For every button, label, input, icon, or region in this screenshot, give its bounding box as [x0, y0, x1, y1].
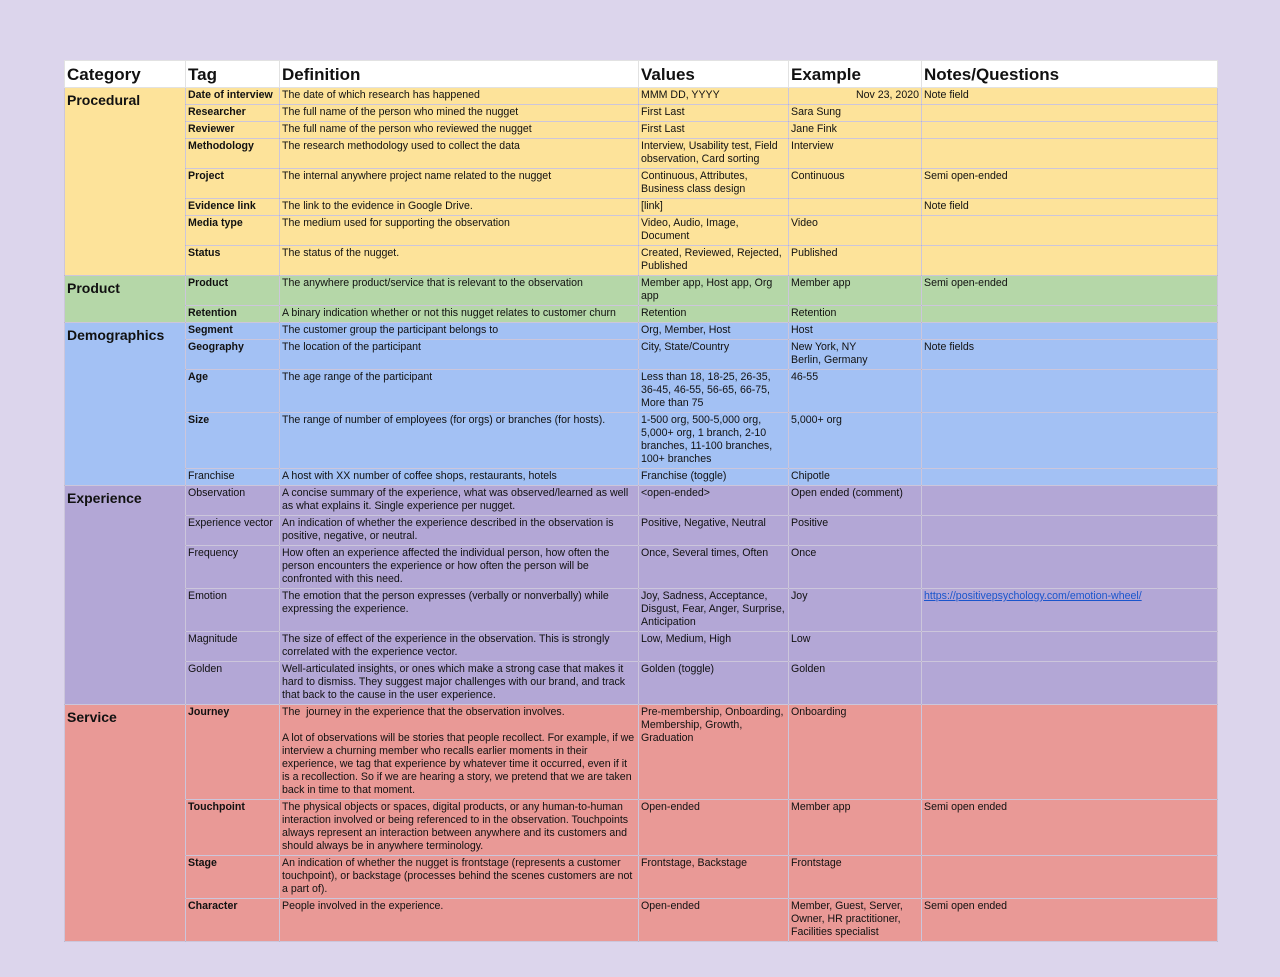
example-cell[interactable]: Sara Sung: [789, 105, 922, 122]
notes-cell[interactable]: [922, 705, 1218, 800]
definition-cell[interactable]: The date of which research has happened: [280, 88, 639, 105]
example-cell[interactable]: New York, NY Berlin, Germany: [789, 340, 922, 370]
definition-cell[interactable]: The range of number of employees (for orgs) or branches (for hosts).: [280, 413, 639, 469]
definition-cell[interactable]: The physical objects or spaces, digital products, or any human-to-human interaction involved or being referenced to in the observation. Touchpoints always represent an interaction between anywhere and its customers and should always be in anywhere terminology.: [280, 800, 639, 856]
values-cell[interactable]: MMM DD, YYYY: [639, 88, 789, 105]
tag-cell[interactable]: Golden: [186, 662, 280, 705]
category-cell-service[interactable]: Service: [65, 705, 186, 942]
table-row: [65, 486, 1218, 516]
values-cell[interactable]: Retention: [639, 306, 789, 323]
table-row: [65, 705, 1218, 800]
values-cell[interactable]: [link]: [639, 199, 789, 216]
tag-cell[interactable]: Stage: [186, 856, 280, 899]
values-cell[interactable]: First Last: [639, 122, 789, 139]
table-row: [65, 216, 1218, 246]
taxonomy-table: [64, 60, 1218, 942]
table-row: [65, 169, 1218, 199]
tag-cell[interactable]: Magnitude: [186, 632, 280, 662]
tag-cell[interactable]: Character: [186, 899, 280, 942]
tag-cell[interactable]: Geography: [186, 340, 280, 370]
example-cell[interactable]: 46-55: [789, 370, 922, 413]
example-cell[interactable]: Open ended (comment): [789, 486, 922, 516]
values-cell[interactable]: Pre-membership, Onboarding, Membership, Growth, Graduation: [639, 705, 789, 800]
values-cell[interactable]: Frontstage, Backstage: [639, 856, 789, 899]
example-cell[interactable]: Once: [789, 546, 922, 589]
example-cell[interactable]: Interview: [789, 139, 922, 169]
tag-cell[interactable]: Emotion: [186, 589, 280, 632]
tag-cell[interactable]: Product: [186, 276, 280, 306]
tag-cell[interactable]: Age: [186, 370, 280, 413]
header-values[interactable]: Values: [639, 61, 789, 88]
tag-cell[interactable]: Media type: [186, 216, 280, 246]
notes-cell[interactable]: Note field: [922, 199, 1218, 216]
example-cell[interactable]: Member, Guest, Server, Owner, HR practitioner, Facilities specialist: [789, 899, 922, 942]
values-cell[interactable]: Interview, Usability test, Field observation, Card sorting: [639, 139, 789, 169]
table-row: [65, 370, 1218, 413]
definition-cell[interactable]: A binary indication whether or not this nugget relates to customer churn: [280, 306, 639, 323]
notes-cell[interactable]: Note field: [922, 88, 1218, 105]
definition-cell[interactable]: People involved in the experience.: [280, 899, 639, 942]
notes-cell[interactable]: [922, 632, 1218, 662]
table-row: [65, 899, 1218, 942]
tag-cell[interactable]: Touchpoint: [186, 800, 280, 856]
tag-cell[interactable]: Date of interview: [186, 88, 280, 105]
values-cell[interactable]: Video, Audio, Image, Document: [639, 216, 789, 246]
tag-cell[interactable]: Project: [186, 169, 280, 199]
example-cell[interactable]: Retention: [789, 306, 922, 323]
table-row: [65, 88, 1218, 105]
taxonomy-spreadsheet: [64, 60, 1217, 942]
notes-cell[interactable]: [922, 589, 1218, 632]
values-cell[interactable]: Less than 18, 18-25, 26-35, 36-45, 46-55, 56-65, 66-75, More than 75: [639, 370, 789, 413]
header-category[interactable]: Category: [65, 61, 186, 88]
tag-cell[interactable]: Researcher: [186, 105, 280, 122]
definition-cell[interactable]: The size of effect of the experience in the observation. This is strongly correlated with the experience vector.: [280, 632, 639, 662]
emotion-wheel-link[interactable]: https://positivepsychology.com/emotion-wheel/: [924, 590, 1142, 602]
example-cell[interactable]: Nov 23, 2020: [789, 88, 922, 105]
values-cell[interactable]: Franchise (toggle): [639, 469, 789, 486]
notes-cell[interactable]: [922, 516, 1218, 546]
definition-cell[interactable]: A concise summary of the experience, what was observed/learned as well as what explains it. Single experience per nugget.: [280, 486, 639, 516]
category-cell-demographics[interactable]: Demographics: [65, 323, 186, 486]
example-cell[interactable]: Continuous: [789, 169, 922, 199]
table-row: [65, 246, 1218, 276]
table-row: [65, 306, 1218, 323]
example-cell[interactable]: Host: [789, 323, 922, 340]
notes-cell[interactable]: Semi open ended: [922, 899, 1218, 942]
values-cell[interactable]: Low, Medium, High: [639, 632, 789, 662]
notes-cell[interactable]: [922, 105, 1218, 122]
values-cell[interactable]: Open-ended: [639, 800, 789, 856]
definition-cell[interactable]: The anywhere product/service that is relevant to the observation: [280, 276, 639, 306]
definition-cell[interactable]: The link to the evidence in Google Drive.: [280, 199, 639, 216]
notes-cell[interactable]: [922, 546, 1218, 589]
notes-cell[interactable]: [922, 246, 1218, 276]
header-row: [65, 61, 1218, 88]
table-body: [65, 88, 1218, 942]
notes-cell[interactable]: Semi open ended: [922, 800, 1218, 856]
notes-cell[interactable]: [922, 216, 1218, 246]
example-cell[interactable]: [789, 199, 922, 216]
definition-cell[interactable]: The medium used for supporting the observation: [280, 216, 639, 246]
values-cell[interactable]: <open-ended>: [639, 486, 789, 516]
definition-cell[interactable]: The journey in the experience that the observation involves. A lot of observations will be stories that people recollect. For example, if we interview a churning member who recalls earlier moments in their experience, we tag that experience by whatever time it occurred, even if it is a recollection. So if we are hearing a story, we pretend that we are taken back in time to that moment.: [280, 705, 639, 800]
header-definition[interactable]: Definition: [280, 61, 639, 88]
notes-cell[interactable]: [922, 306, 1218, 323]
example-cell[interactable]: Golden: [789, 662, 922, 705]
notes-cell[interactable]: [922, 662, 1218, 705]
table-row: [65, 800, 1218, 856]
tag-cell[interactable]: Evidence link: [186, 199, 280, 216]
example-cell[interactable]: Frontstage: [789, 856, 922, 899]
table-row: [65, 323, 1218, 340]
table-row: [65, 546, 1218, 589]
tag-cell[interactable]: Reviewer: [186, 122, 280, 139]
table-row: [65, 516, 1218, 546]
values-cell[interactable]: Golden (toggle): [639, 662, 789, 705]
definition-cell[interactable]: The location of the participant: [280, 340, 639, 370]
table-row: [65, 276, 1218, 306]
definition-cell[interactable]: The research methodology used to collect the data: [280, 139, 639, 169]
definition-cell[interactable]: An indication of whether the experience described in the observation is positive, negative, or neutral.: [280, 516, 639, 546]
example-cell[interactable]: Member app: [789, 276, 922, 306]
table-row: [65, 340, 1218, 370]
definition-cell[interactable]: Well-articulated insights, or ones which make a strong case that makes it hard to dismiss. They suggest major challenges with our brand, and track that back to the cause in the user experience.: [280, 662, 639, 705]
table-row: [65, 139, 1218, 169]
definition-cell[interactable]: The full name of the person who mined the nugget: [280, 105, 639, 122]
table-row: [65, 199, 1218, 216]
table-row: [65, 589, 1218, 632]
notes-cell[interactable]: Semi open-ended: [922, 276, 1218, 306]
table-row: [65, 413, 1218, 469]
tag-cell[interactable]: Methodology: [186, 139, 280, 169]
values-cell[interactable]: Created, Reviewed, Rejected, Published: [639, 246, 789, 276]
definition-cell[interactable]: The internal anywhere project name related to the nugget: [280, 169, 639, 199]
values-cell[interactable]: Once, Several times, Often: [639, 546, 789, 589]
notes-cell[interactable]: [922, 856, 1218, 899]
definition-cell[interactable]: The full name of the person who reviewed the nugget: [280, 122, 639, 139]
example-cell[interactable]: Video: [789, 216, 922, 246]
notes-cell[interactable]: [922, 486, 1218, 516]
definition-cell[interactable]: The status of the nugget.: [280, 246, 639, 276]
notes-cell[interactable]: Note fields: [922, 340, 1218, 370]
example-cell[interactable]: 5,000+ org: [789, 413, 922, 469]
tag-cell[interactable]: Journey: [186, 705, 280, 800]
table-row: [65, 856, 1218, 899]
values-cell[interactable]: 1-500 org, 500-5,000 org, 5,000+ org, 1 branch, 2-10 branches, 11-100 branches, 100+ branches: [639, 413, 789, 469]
values-cell[interactable]: Org, Member, Host: [639, 323, 789, 340]
notes-cell[interactable]: [922, 370, 1218, 413]
example-cell[interactable]: Positive: [789, 516, 922, 546]
example-cell[interactable]: Jane Fink: [789, 122, 922, 139]
category-cell-product[interactable]: Product: [65, 276, 186, 323]
values-cell[interactable]: Joy, Sadness, Acceptance, Disgust, Fear, Anger, Surprise, Anticipation: [639, 589, 789, 632]
table-row: [65, 662, 1218, 705]
definition-cell[interactable]: The emotion that the person expresses (verbally or nonverbally) while expressing the experience.: [280, 589, 639, 632]
values-cell[interactable]: Member app, Host app, Org app: [639, 276, 789, 306]
example-cell[interactable]: Member app: [789, 800, 922, 856]
table-row: [65, 469, 1218, 486]
values-cell[interactable]: First Last: [639, 105, 789, 122]
values-cell[interactable]: Continuous, Attributes, Business class design: [639, 169, 789, 199]
table-row: [65, 105, 1218, 122]
values-cell[interactable]: City, State/Country: [639, 340, 789, 370]
definition-cell[interactable]: The customer group the participant belongs to: [280, 323, 639, 340]
notes-cell[interactable]: [922, 469, 1218, 486]
values-cell[interactable]: Open-ended: [639, 899, 789, 942]
tag-cell[interactable]: Status: [186, 246, 280, 276]
table-row: [65, 122, 1218, 139]
tag-cell[interactable]: Experience vector: [186, 516, 280, 546]
header-tag[interactable]: Tag: [186, 61, 280, 88]
table-row: [65, 632, 1218, 662]
example-cell[interactable]: Low: [789, 632, 922, 662]
header-example[interactable]: Example: [789, 61, 922, 88]
example-cell[interactable]: Chipotle: [789, 469, 922, 486]
header-notes[interactable]: Notes/Questions: [922, 61, 1218, 88]
category-cell-experience[interactable]: Experience: [65, 486, 186, 705]
definition-cell[interactable]: An indication of whether the nugget is frontstage (represents a customer touchpoint), or backstage (processes behind the scenes customers are not a part of).: [280, 856, 639, 899]
definition-cell[interactable]: A host with XX number of coffee shops, restaurants, hotels: [280, 469, 639, 486]
tag-cell[interactable]: Observation: [186, 486, 280, 516]
tag-cell[interactable]: Size: [186, 413, 280, 469]
definition-cell[interactable]: How often an experience affected the individual person, how often the person encounters the experience or how often the person will be confronted with this need.: [280, 546, 639, 589]
notes-cell[interactable]: [922, 323, 1218, 340]
notes-cell[interactable]: [922, 413, 1218, 469]
tag-cell[interactable]: Segment: [186, 323, 280, 340]
example-cell[interactable]: Published: [789, 246, 922, 276]
tag-cell[interactable]: Retention: [186, 306, 280, 323]
notes-cell[interactable]: Semi open-ended: [922, 169, 1218, 199]
category-cell-procedural[interactable]: Procedural: [65, 88, 186, 276]
tag-cell[interactable]: Franchise: [186, 469, 280, 486]
notes-cell[interactable]: [922, 139, 1218, 169]
notes-cell[interactable]: [922, 122, 1218, 139]
values-cell[interactable]: Positive, Negative, Neutral: [639, 516, 789, 546]
definition-cell[interactable]: The age range of the participant: [280, 370, 639, 413]
example-cell[interactable]: Onboarding: [789, 705, 922, 800]
tag-cell[interactable]: Frequency: [186, 546, 280, 589]
example-cell[interactable]: Joy: [789, 589, 922, 632]
